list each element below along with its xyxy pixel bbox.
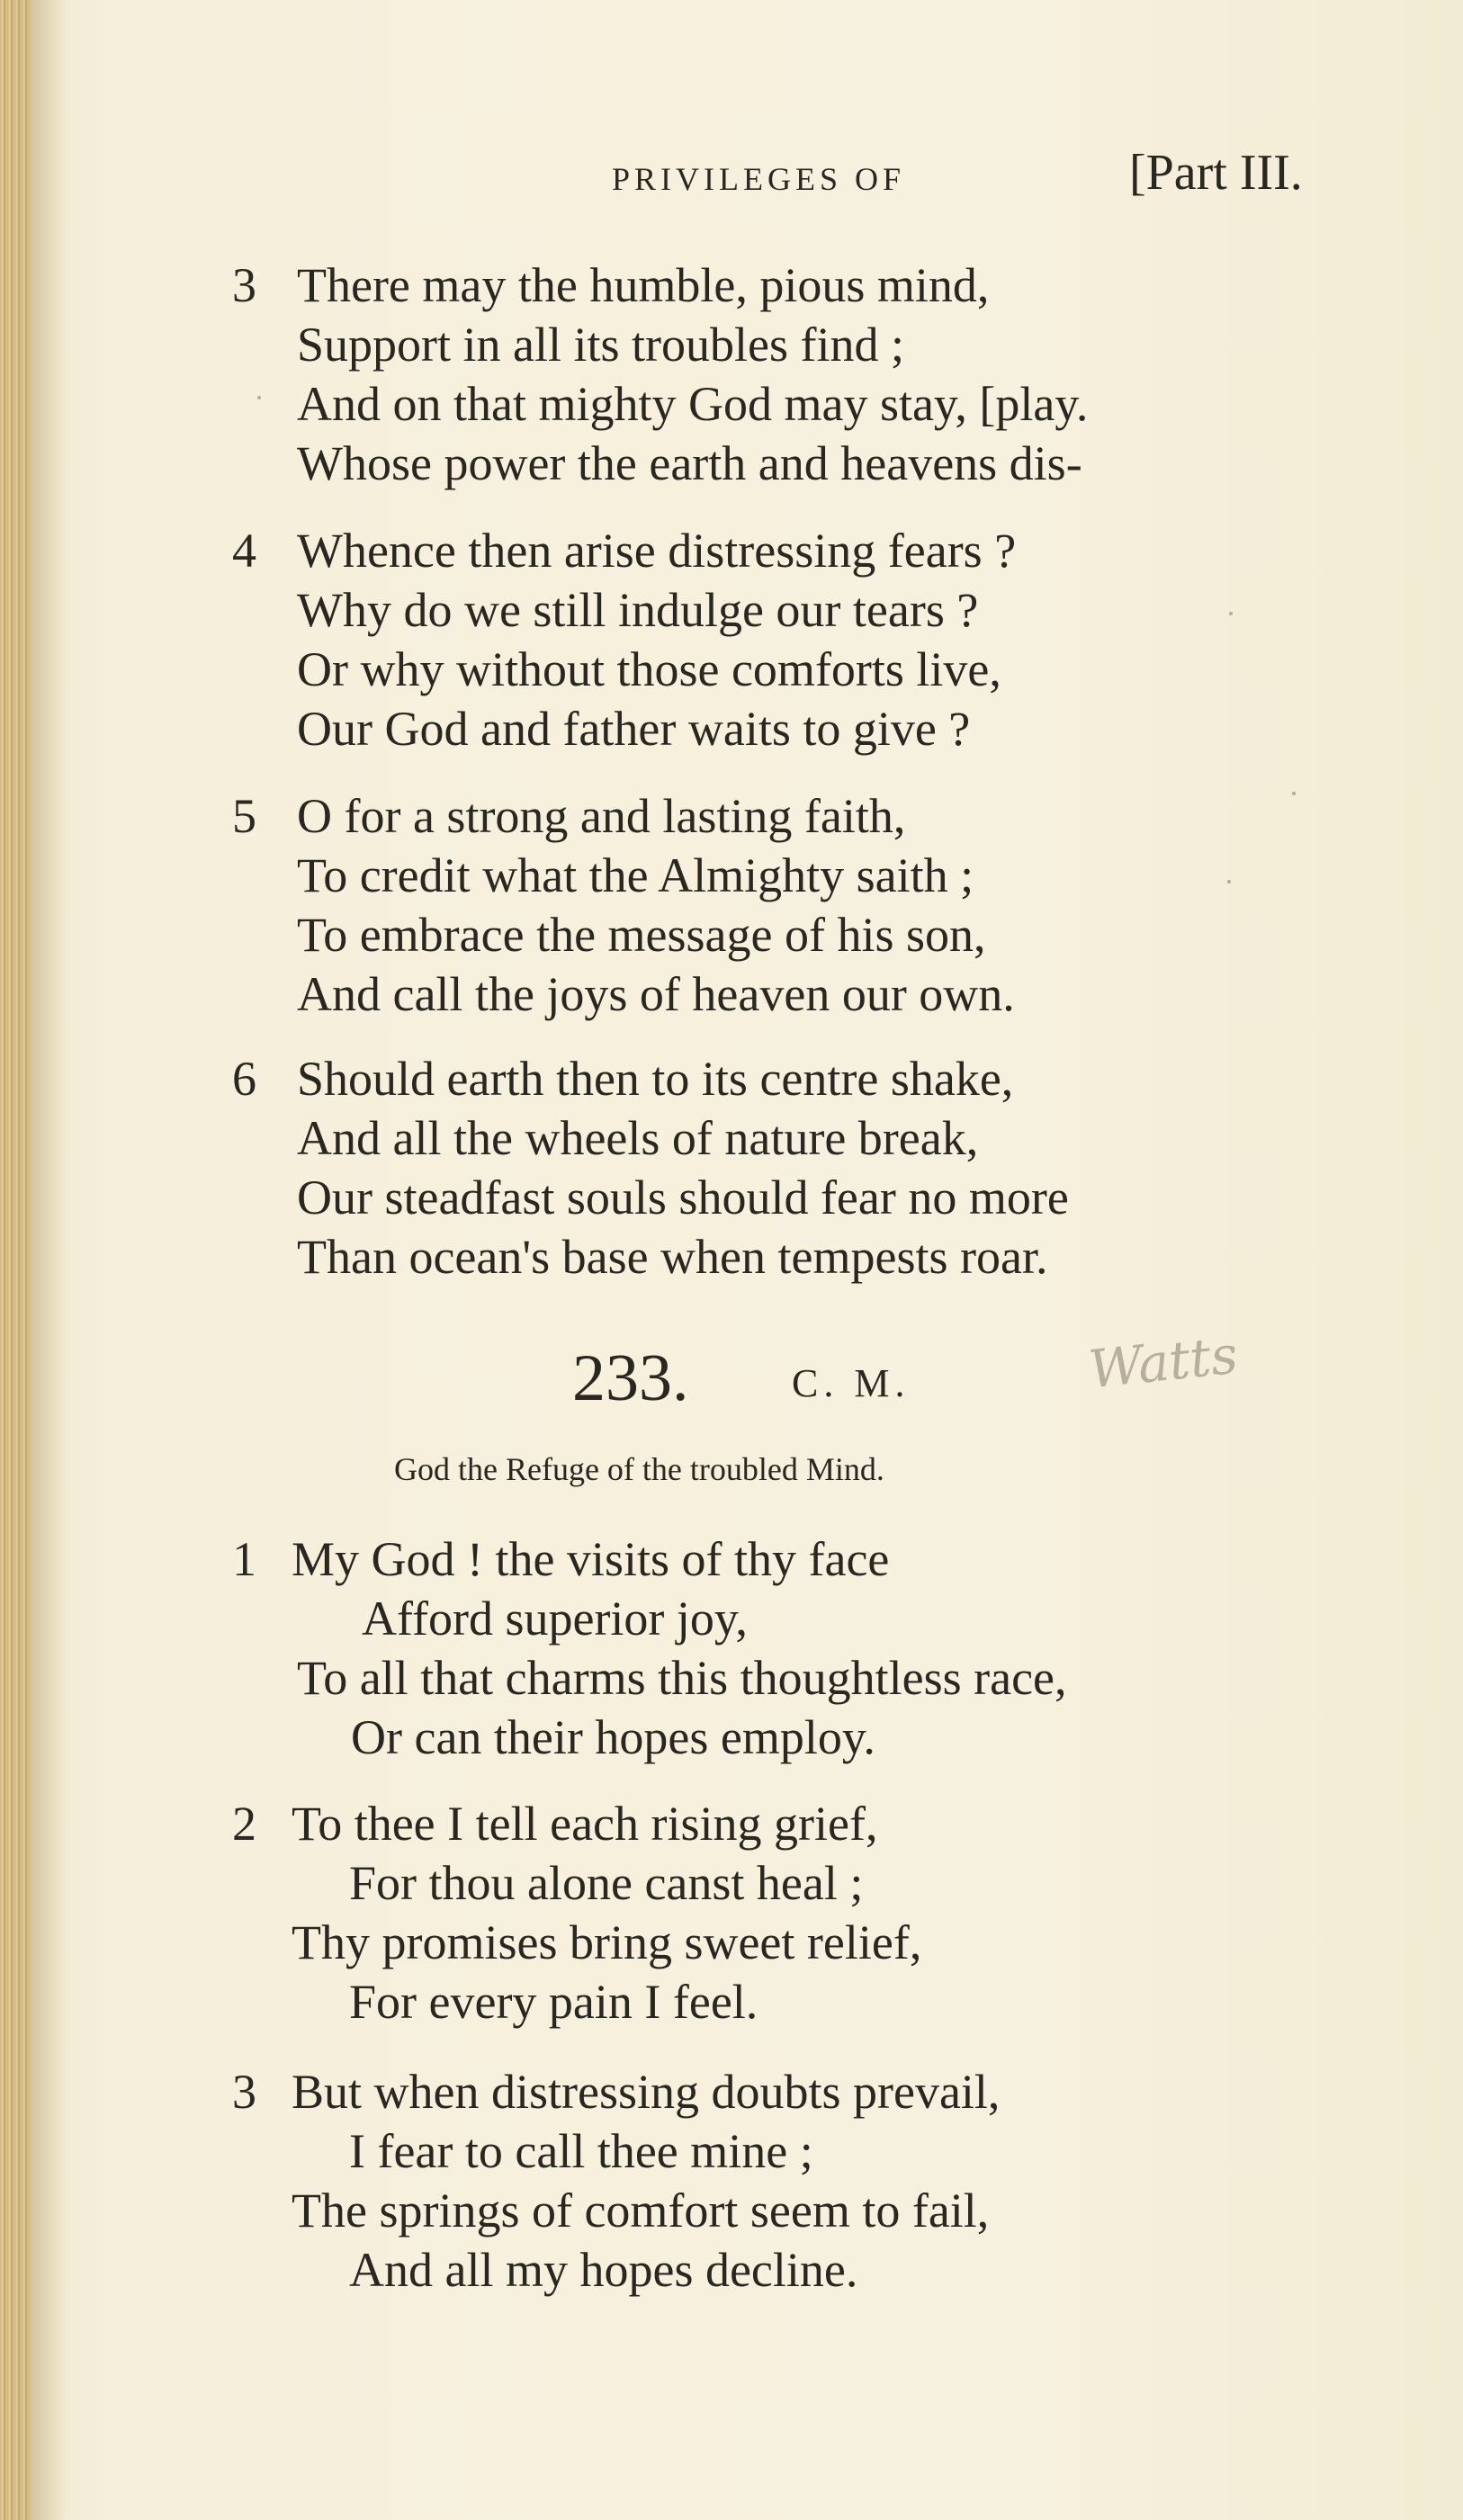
verse-line: Or why without those comforts live, (297, 642, 1001, 696)
verse-line: For every pain I feel. (349, 1975, 758, 2029)
verse-line: The springs of comfort seem to fail, (292, 2184, 990, 2238)
running-title: PRIVILEGES OF (612, 161, 906, 197)
stanza-number: 2 (232, 1797, 256, 1851)
verse-line: Should earth then to its centre shake, (297, 1052, 1014, 1106)
verse-line: There may the humble, pious mind, (297, 258, 990, 312)
stanza-number: 1 (232, 1532, 256, 1586)
page-header (0, 144, 1463, 216)
stanza-number: 4 (232, 524, 256, 578)
verse-line: For thou alone canst heal ; (349, 1856, 864, 1910)
hymn-subtitle: God the Refuge of the troubled Mind. (394, 1451, 884, 1487)
verse-line: Support in all its troubles find ; (297, 318, 904, 372)
verse-line: To all that charms this thoughtless race, (297, 1651, 1067, 1705)
stanza-number: 3 (232, 258, 256, 312)
ink-speck (257, 396, 261, 399)
part-label: [Part III. (1129, 145, 1303, 201)
hymn-number: 233. (572, 1341, 689, 1415)
stanza-number: 6 (232, 1052, 256, 1106)
hymn-heading (0, 1323, 1463, 1421)
page-binding-edge (0, 0, 31, 2520)
verse-line: Or can their hopes employ. (351, 1710, 875, 1764)
verse-line: To credit what the Almighty saith ; (297, 848, 974, 902)
verse-line: But when distressing doubts prevail, (292, 2065, 1001, 2119)
stanza-number: 5 (232, 789, 256, 843)
verse-line: Why do we still indulge our tears ? (297, 583, 979, 637)
verse-line: Thy promises bring sweet relief, (292, 1915, 922, 1969)
hymn-meter: C. M. (792, 1361, 911, 1405)
verse-line: And all my hopes decline. (349, 2243, 858, 2297)
verse-line: Than ocean's base when tempests roar. (297, 1230, 1048, 1284)
ink-speck (1227, 880, 1231, 883)
ink-speck (1229, 612, 1233, 615)
verse-line: And on that mighty God may stay, [play. (297, 377, 1089, 431)
verse-line: Whence then arise distressing fears ? (297, 524, 1017, 578)
verse-line: To embrace the message of his son, (297, 908, 986, 962)
verse-line: And all the wheels of nature break, (297, 1111, 979, 1165)
verse-line: Our God and father waits to give ? (297, 702, 971, 756)
handwritten-annotation: Watts (1085, 1323, 1241, 1401)
verse-line: Whose power the earth and heavens dis- (297, 436, 1082, 490)
verse-line: And call the joys of heaven our own. (297, 967, 1015, 1021)
verse-line: I fear to call thee mine ; (349, 2124, 813, 2178)
ink-speck (1292, 792, 1296, 795)
binding-shadow (31, 0, 67, 2520)
verse-line: My God ! the visits of thy face (292, 1532, 890, 1586)
stanza-number: 3 (232, 2065, 256, 2119)
verse-line: Our steadfast souls should fear no more (297, 1170, 1069, 1224)
verse-line: Afford superior joy, (362, 1592, 748, 1646)
verse-line: To thee I tell each rising grief, (292, 1797, 878, 1851)
verse-line: O for a strong and lasting faith, (297, 789, 906, 843)
